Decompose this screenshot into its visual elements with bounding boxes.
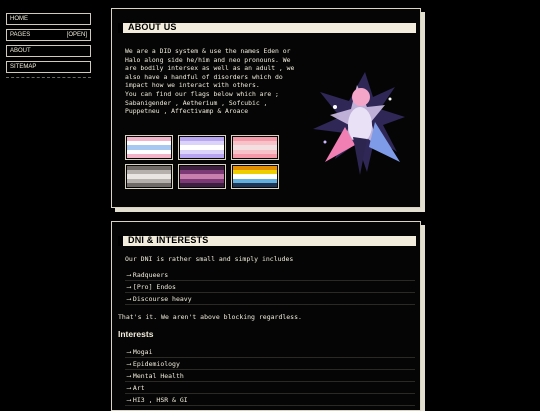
list-item-label: Discourse heavy [132,295,192,303]
dni-intro: Our DNI is rather small and simply includes [125,255,294,263]
list-item [125,370,415,382]
nav-home[interactable] [6,13,91,25]
list-item [125,346,415,358]
list-item [125,358,415,370]
flag-aetherium [178,135,226,160]
flag-sabanigender [125,135,173,160]
flag-stripe [180,183,224,187]
list-item-label: Mogai [132,348,153,356]
character-art-image [305,67,410,177]
dni-outro: That's it. We aren't above blocking regardless. [118,313,302,321]
flag-sofcubic [231,135,279,160]
list-item [125,382,415,394]
arrow-right-icon: ⟶ [127,271,131,279]
flag-stripe [180,154,224,158]
about-panel [111,8,421,208]
nav-label: PAGES [10,32,31,38]
about-heading-bar [118,23,416,33]
interests-heading: Interests [118,329,154,339]
arrow-right-icon: ⟶ [127,295,131,303]
dni-title: DNI & INTERESTS [128,235,209,245]
interests-list [125,346,415,406]
about-text: We are a DID system & use the names Eden or Halo along side he/him and neo pronouns. We are bodily intersex as well as an adult , we also have a handful of disorders which do impact how we interact with others. You can find our flags below which are ; Sabanigender , Aetherium , Sofcubic , Puppetneu , Affectivamp & Aroace [125,47,295,116]
list-item [125,269,415,281]
about-title: ABOUT US [128,22,177,32]
list-item [125,394,415,406]
flag-stripe [233,154,277,158]
site-nav [6,13,91,78]
flag-affectivamp [178,164,226,189]
flag-grid [125,135,285,189]
nav-label: ABOUT [10,48,31,54]
arrow-right-icon: ⟶ [127,360,131,368]
dni-heading-bar [118,236,416,246]
arrow-right-icon: ⟶ [127,283,131,291]
nav-open-toggle[interactable]: [OPEN] [66,32,87,38]
list-item [125,281,415,293]
list-item-label: Art [132,384,145,392]
list-item-label: Radqueers [132,271,169,279]
flag-stripe [127,183,171,187]
dni-panel [111,221,421,411]
list-item-label: [Pro] Endos [132,283,176,291]
flag-puppetneu [125,164,173,189]
nav-sitemap[interactable] [6,61,91,73]
arrow-right-icon: ⟶ [127,396,131,404]
nav-divider [6,77,91,78]
flag-stripe [127,154,171,158]
nav-label: SITEMAP [10,64,37,70]
arrow-right-icon: ⟶ [127,372,131,380]
list-item [125,293,415,305]
list-item-label: Mental Health [132,372,184,380]
flag-aroace [231,164,279,189]
nav-label: HOME [10,16,28,22]
arrow-right-icon: ⟶ [127,384,131,392]
nav-about[interactable] [6,45,91,57]
nav-pages[interactable] [6,29,91,41]
list-item-label: HI3 , HSR & GI [132,396,188,404]
dni-list [125,269,415,305]
list-item-label: Epidemiology [132,360,180,368]
arrow-right-icon: ⟶ [127,348,131,356]
flag-stripe [233,183,277,187]
